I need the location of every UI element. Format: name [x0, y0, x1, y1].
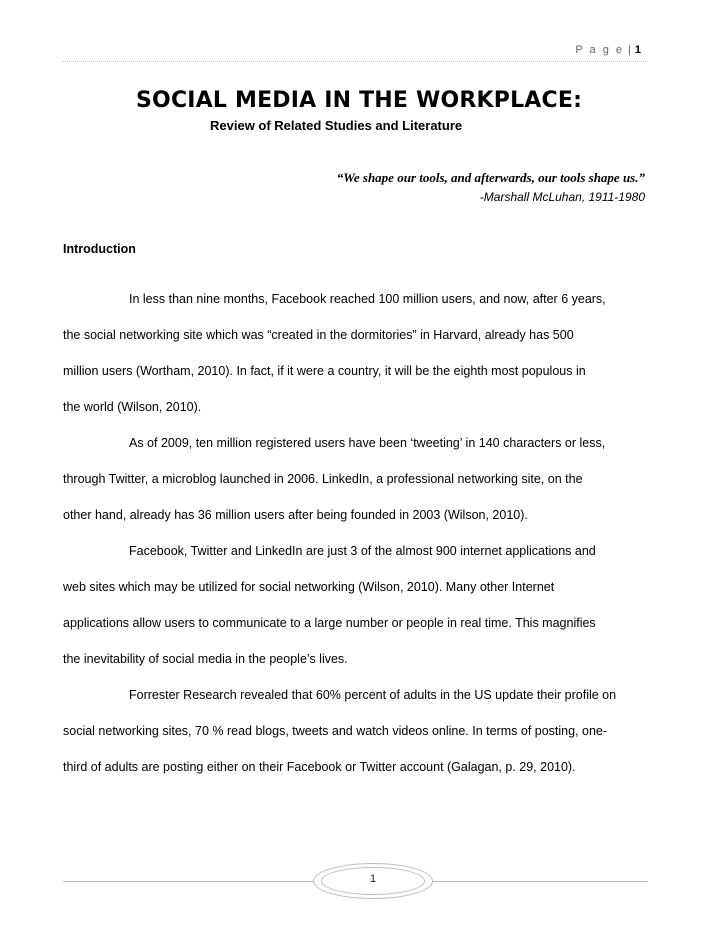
body-line: million users (Wortham, 2010). In fact, if it were a country, it will be the eighth most populous in	[63, 364, 586, 378]
body-line: web sites which may be utilized for social networking (Wilson, 2010). Many other Internet	[63, 580, 555, 594]
body-line: social networking sites, 70 % read blogs, tweets and watch videos online. In terms of posting, one-	[63, 724, 608, 738]
page-separator: |	[628, 44, 633, 56]
header-divider	[63, 61, 648, 62]
body-text	[63, 283, 653, 787]
document-subtitle: Review of Related Studies and Literature	[210, 118, 463, 133]
footer-page-number: 1	[369, 873, 377, 885]
body-line: As of 2009, ten million registered users have been ‘tweeting’ in 140 characters or less,	[129, 436, 606, 450]
page-label: P a g e	[575, 44, 625, 56]
page-header	[575, 44, 641, 56]
body-line: the social networking site which was “created in the dormitories” in Harvard, already has 500	[63, 328, 574, 342]
document-title: SOCIAL MEDIA IN THE WORKPLACE:	[136, 88, 583, 113]
section-heading-introduction: Introduction	[63, 242, 136, 256]
body-line: third of adults are posting either on their Facebook or Twitter account (Galagan, p. 29, 2010).	[63, 760, 576, 774]
epigraph-attribution: -Marshall McLuhan, 1911-1980	[479, 190, 645, 204]
body-line: through Twitter, a microblog launched in 2006. LinkedIn, a professional networking site, on the	[63, 472, 583, 486]
body-line: the inevitability of social media in the people’s lives.	[63, 652, 348, 666]
header-page-number: 1	[634, 44, 641, 56]
body-line: other hand, already has 36 million users after being founded in 2003 (Wilson, 2010).	[63, 508, 528, 522]
body-line: Facebook, Twitter and LinkedIn are just 3 of the almost 900 internet applications and	[129, 544, 596, 558]
body-line: In less than nine months, Facebook reached 100 million users, and now, after 6 years,	[129, 292, 606, 306]
epigraph-quote: “We shape our tools, and afterwards, our tools shape us.”	[336, 170, 645, 185]
body-line: Forrester Research revealed that 60% percent of adults in the US update their profile on	[129, 688, 617, 702]
body-line: applications allow users to communicate to a large number or people in real time. This magnifies	[63, 616, 596, 630]
body-line: the world (Wilson, 2010).	[63, 400, 202, 414]
